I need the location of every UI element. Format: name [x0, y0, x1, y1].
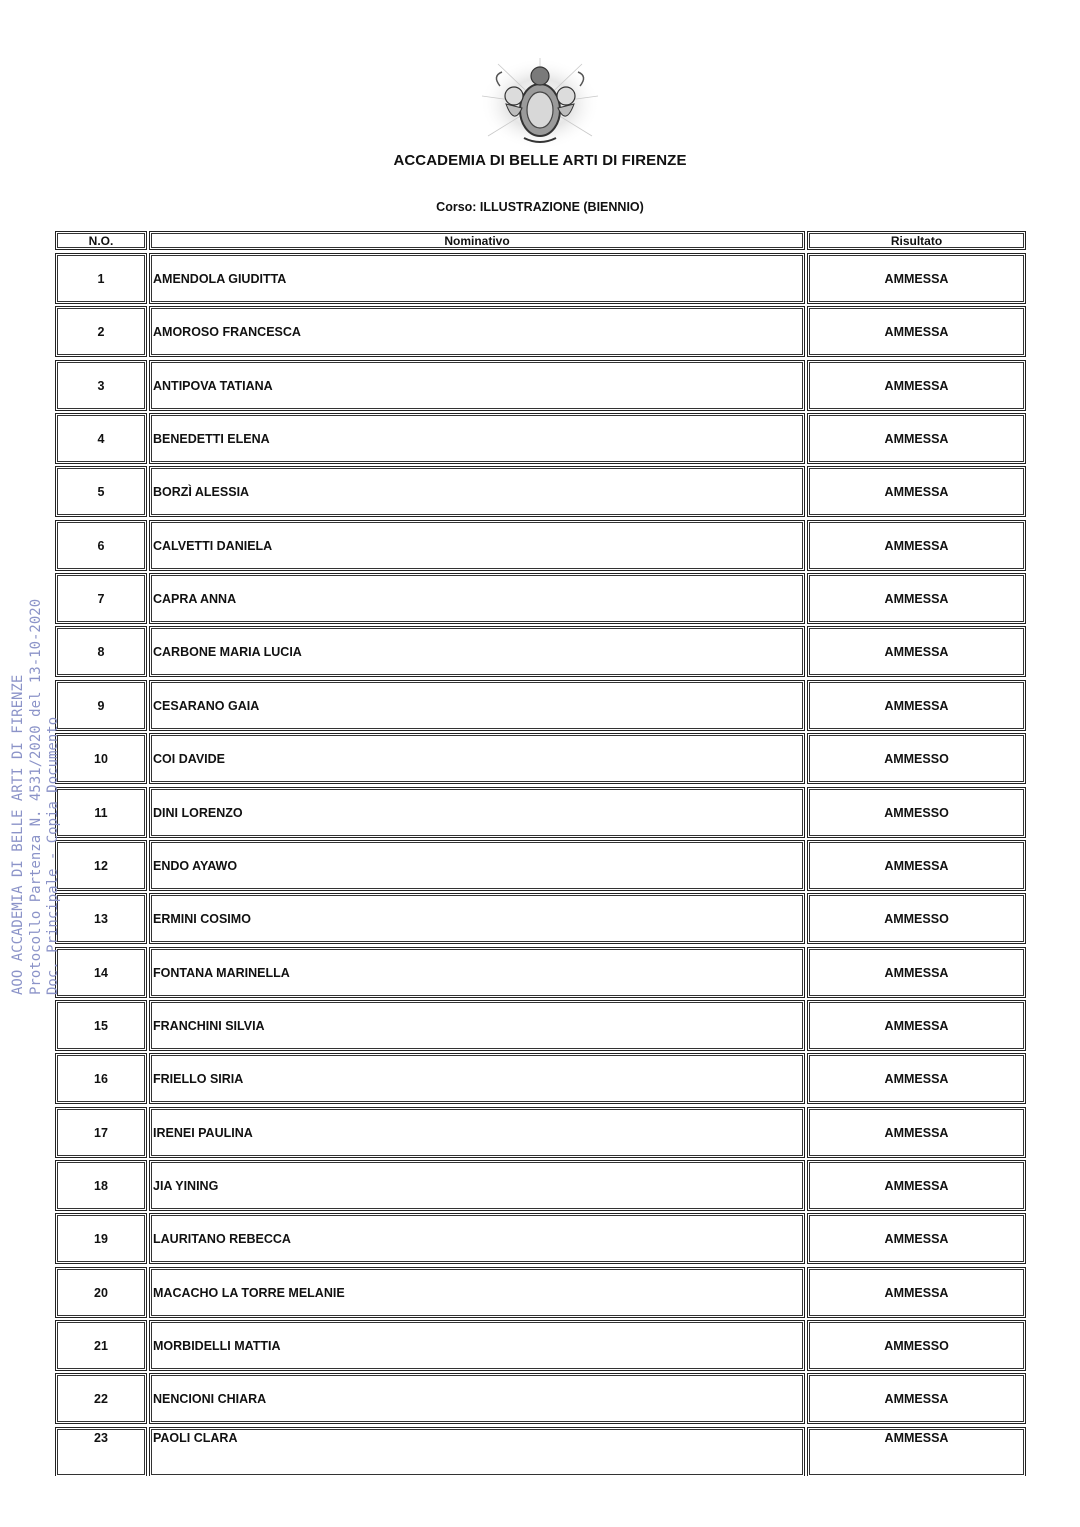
row-number: 12 — [55, 840, 147, 891]
row-result: AMMESSA — [807, 1053, 1026, 1104]
row-result: AMMESSA — [807, 413, 1026, 464]
row-number: 13 — [55, 893, 147, 944]
row-number: 6 — [55, 520, 147, 571]
row-result: AMMESSA — [807, 840, 1026, 891]
row-result: AMMESSO — [807, 1320, 1026, 1371]
row-number: 5 — [55, 466, 147, 517]
row-name: DINI LORENZO — [149, 787, 805, 838]
row-number: 16 — [55, 1053, 147, 1104]
row-result: AMMESSA — [807, 626, 1026, 677]
row-number: 9 — [55, 680, 147, 731]
row-number: 1 — [55, 253, 147, 304]
row-name: AMOROSO FRANCESCA — [149, 306, 805, 357]
watermark-line: Protocollo Partenza N. 4531/2020 del 13-10-2020 — [27, 598, 44, 995]
row-result: AMMESSA — [807, 360, 1026, 411]
watermark-line: AOO ACCADEMIA DI BELLE ARTI DI FIRENZE — [10, 674, 26, 995]
row-name: COI DAVIDE — [149, 733, 805, 784]
row-result: AMMESSA — [807, 947, 1026, 998]
row-number: 10 — [55, 733, 147, 784]
row-name: ERMINI COSIMO — [149, 893, 805, 944]
row-result: AMMESSA — [807, 520, 1026, 571]
row-name: CALVETTI DANIELA — [149, 520, 805, 571]
row-result: AMMESSA — [807, 306, 1026, 357]
row-name: FRANCHINI SILVIA — [149, 1000, 805, 1051]
row-number: 21 — [55, 1320, 147, 1371]
column-header-name: Nominativo — [149, 231, 805, 250]
row-name: MACACHO LA TORRE MELANIE — [149, 1267, 805, 1318]
row-name: LAURITANO REBECCA — [149, 1213, 805, 1264]
row-result: AMMESSO — [807, 893, 1026, 944]
row-number: 23 — [55, 1427, 147, 1476]
row-number: 2 — [55, 306, 147, 357]
row-number: 20 — [55, 1267, 147, 1318]
watermark-line: Doc. Principale - Copia Documento — [45, 716, 61, 995]
row-name: AMENDOLA GIUDITTA — [149, 253, 805, 304]
row-name: BENEDETTI ELENA — [149, 413, 805, 464]
row-number: 15 — [55, 1000, 147, 1051]
row-name: BORZÌ ALESSIA — [149, 466, 805, 517]
row-result: AMMESSA — [807, 573, 1026, 624]
row-number: 8 — [55, 626, 147, 677]
row-result: AMMESSA — [807, 1107, 1026, 1158]
row-result: AMMESSA — [807, 466, 1026, 517]
row-number: 14 — [55, 947, 147, 998]
row-number: 11 — [55, 787, 147, 838]
column-header-number: N.O. — [55, 231, 147, 250]
row-name: MORBIDELLI MATTIA — [149, 1320, 805, 1371]
row-number: 18 — [55, 1160, 147, 1211]
row-result: AMMESSA — [807, 253, 1026, 304]
row-name: FRIELLO SIRIA — [149, 1053, 805, 1104]
row-name: IRENEI PAULINA — [149, 1107, 805, 1158]
row-result: AMMESSO — [807, 787, 1026, 838]
row-name: JIA YINING — [149, 1160, 805, 1211]
row-name: FONTANA MARINELLA — [149, 947, 805, 998]
row-number: 3 — [55, 360, 147, 411]
row-number: 22 — [55, 1373, 147, 1424]
row-name: ENDO AYAWO — [149, 840, 805, 891]
row-result: AMMESSA — [807, 1213, 1026, 1264]
row-number: 19 — [55, 1213, 147, 1264]
row-number: 7 — [55, 573, 147, 624]
row-result: AMMESSA — [807, 1373, 1026, 1424]
protocol-watermark — [10, 599, 63, 995]
row-name: CESARANO GAIA — [149, 680, 805, 731]
institution-title: ACCADEMIA DI BELLE ARTI DI FIRENZE — [393, 152, 687, 169]
row-result: AMMESSA — [807, 1160, 1026, 1211]
row-result: AMMESSA — [807, 680, 1026, 731]
row-name: ANTIPOVA TATIANA — [149, 360, 805, 411]
row-result: AMMESSA — [807, 1427, 1026, 1476]
course-title: Corso: ILLUSTRAZIONE (BIENNIO) — [436, 200, 644, 214]
row-result: AMMESSA — [807, 1000, 1026, 1051]
row-number: 4 — [55, 413, 147, 464]
row-name: CAPRA ANNA — [149, 573, 805, 624]
row-name: CARBONE MARIA LUCIA — [149, 626, 805, 677]
row-result: AMMESSA — [807, 1267, 1026, 1318]
academy-emblem — [478, 56, 602, 152]
row-name: PAOLI CLARA — [149, 1427, 805, 1476]
row-number: 17 — [55, 1107, 147, 1158]
row-result: AMMESSO — [807, 733, 1026, 784]
column-header-result: Risultato — [807, 231, 1026, 250]
row-name: NENCIONI CHIARA — [149, 1373, 805, 1424]
